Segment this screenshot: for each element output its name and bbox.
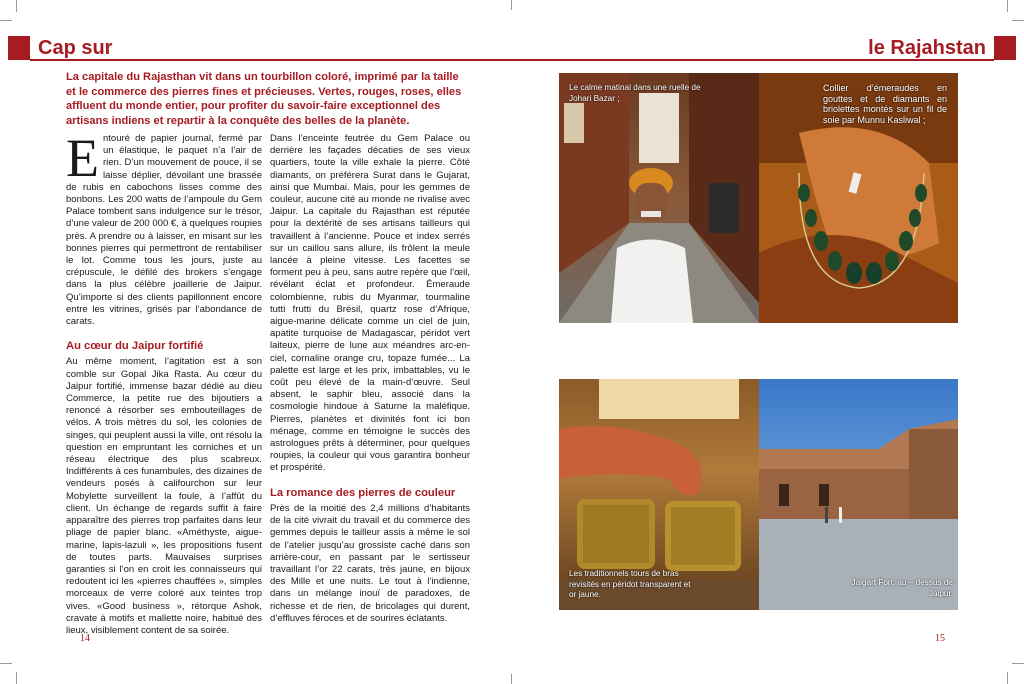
photo-caption: Jaigart Fort, au – dessus de Jaipur. (851, 578, 953, 598)
header-title-right: le Rajahstan (868, 37, 986, 59)
header-title-left: Cap sur (38, 37, 113, 59)
crop-mark (511, 674, 512, 684)
section-heading: Au cœur du Jaipur fortifié (66, 340, 204, 353)
paragraph: Dans l’enceinte feutrée du Gem Palace ou derrière les façades décaties de ses vieux quartiers, toute la ville exhale la pierre. Côté diamants, on préférera Surat dans le Gujarat, ainsi que Mumbai. Mais, pour les gemmes de couleur, aucune cité au monde ne rivalise avec Jaipur. La capitale du Rajasthan est réputée pour la dextérité de ses artisans tailleurs qui travaillent à l’ancienne. Pouce et index serrés sur un caillou sans allure, ils frôlent la meule lancée à pleine vitesse. Les facettes se forment peu à peu, sans autre repère que l’œil, révélant éclat et profondeur. Émeraude colombienne, rubis du Myanmar, tourmaline tutti frutti du Brésil, quartz rose d’Afrique, aigue-marine délicate comme un ciel de juin, apatite turquoise de Madagascar, péridot vert laiteux, pierre de lune aux méandres arc-en-ciel, cornaline orange cru, topaze fumée... La palette est large et les prix, imbattables, vu le coût peu élevé de la main-d’œuvre. Seul absent, le saphir bleu, associé dans la cosmologie hindoue à Saturne la maléfique. Pierres, planètes et divinités font ici bon ménage, comme en témoigne le succès des astrologues prêts à déterminer, pour quelques roupies, la couleur qui vous garantira bonheur et prospérité. (270, 133, 470, 474)
article-column-1 (66, 128, 262, 637)
crop-mark (1012, 20, 1024, 21)
crop-mark (1007, 0, 1008, 12)
photo-street-turban (559, 73, 759, 323)
header-rule-left (30, 59, 512, 61)
lead-paragraph: La capitale du Rajasthan vit dans un tourbillon coloré, imprimé par la taille et le commerce des pierres fines et précieuses. Vertes, rouges, roses, elles affluent du monde entier, pour profiter du savoir-faire exceptionnel des artisans indiens et repartir à la conquête des belles de la planète. (66, 71, 462, 127)
article-column-2 (270, 133, 470, 625)
drop-cap: E (66, 128, 99, 188)
photo-caption: Collier d’émeraudes en gouttes et de diamants en briolettes montés sur un fil de soie par Munnu Kasliwal ; (823, 83, 947, 125)
paragraph: ntouré de papier journal, fermé par un élastique, le paquet n’a l’air de rien. D’un mouvement de pouce, il se laisse déplier, dévoilant une brassée de rubis en cabochons lisses comme des bonbons. Les 200 watts de l’ampoule du Gem Palace tombent sans indulgence sur le trésor, d’une valeur de 200 000 €, à quelques roupies près. A prendre ou à laisser, en misant sur les bonnes pierres qui permettront de rentabiliser le lot. Comme tous les jours, juste au crépuscule, le défilé des brokers s’engage dans la plus célèbre joaillerie de Jaipur. Qu’importe si des clients papillonnent encore entre les vitrines, grisés par l’abondance de carats. (66, 133, 262, 328)
crop-mark (1007, 672, 1008, 684)
photo-jaigarh-fort (759, 379, 958, 610)
page-number-left: 14 (80, 633, 90, 644)
section-heading: La romance des pierres de couleur (270, 486, 456, 499)
crop-mark (16, 0, 17, 12)
crop-mark (511, 0, 512, 10)
header-bar-left (8, 36, 30, 60)
crop-mark (16, 672, 17, 684)
page-number-right: 15 (935, 633, 945, 644)
paragraph: Au même moment, l’agitation est à son comble sur Gopal Jika Rasta. Au cœur du Jaipur fortifié, immense bazar dédié au dieu Commerce, la petite rue des bijoutiers a renoncé à résorber ses embouteillages de vélos. A trois mètres du sol, les colonies de singes, qui peuplent aussi la ville, ont résolu la question en empruntant les corniches et un réseau électrique des plus scabreux. Indifférents à ces funambules, des dizaines de vendeurs posés à califourchon sur leur Mobylette surveillent la foule, à l’affût du client. Un échange de regards suffit à faire apparaître des pierres trop parfaites dans leur pliage de papier blanc. «Améthyste, aigue-marine, lapis-lazuli », les propositions fusent de toutes parts. Mauvaises surprises garanties si l’on en croit les connaisseurs qui redoutent ici les «pierres chauffées », simples morceaux de verre coloré aux teintes trop vives. «Good business », rétorque Ashok, cravate à motifs et mallette noire, habitué des lieux, visiblement content de sa soirée. (66, 356, 262, 636)
crop-mark (0, 20, 12, 21)
header-rule-right (512, 59, 994, 61)
crop-mark (1012, 663, 1024, 664)
photo-caption: Les traditionnels tours de bras revisités en péridot transparent et or jaune. (569, 569, 691, 600)
crop-mark (0, 663, 12, 664)
photo-caption: Le calme matinal dans une ruelle de Johari Bazar ; (569, 83, 701, 103)
paragraph: Près de la moitié des 2,4 millions d’habitants de la cité vivrait du travail et du commerce des gemmes depuis le tailleur assis à même le sol de l’atelier jusqu’au grossiste caché dans son arrière-cour, en passant par le sertisseur travaillant l’or 22 carats, très jaune, en bijoux des Mille et une nuits. Le tout à l’indienne, dans un mélange inouï de paradoxes, de richesse et de rien, de bricolages qui durent, d’effluves féroces et de sourires éclatants. (270, 502, 470, 624)
header-bar-right (994, 36, 1016, 60)
